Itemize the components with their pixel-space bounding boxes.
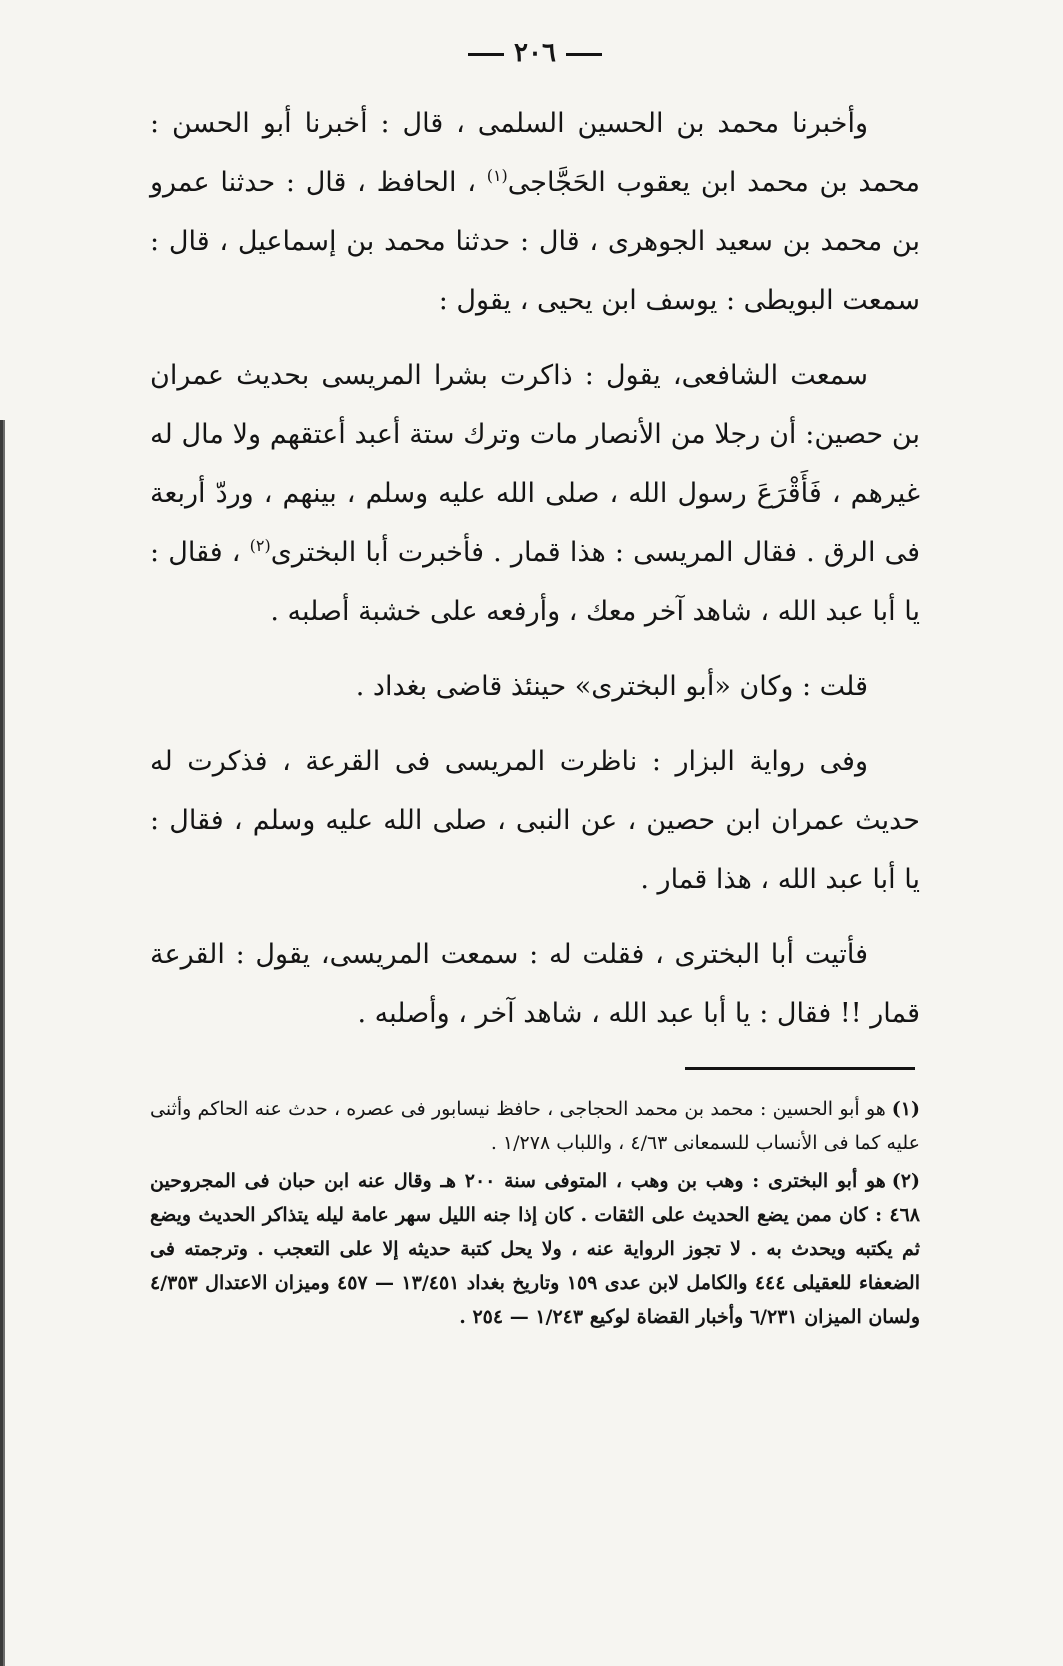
page-number (150, 38, 920, 68)
paragraph-text: سمعت الشافعى، يقول : ذاكرت بشرا المريسى بحديث عمران بن حصين: أن رجلا من الأنصار مات وترك ستة أعبد أعتقهم ولا مال له غيرهم ، فَأَقْرَعَ رسول الله ، صلى الله عليه وسلم ، بينهم ، وردّ أربعة فى الرق . فقال المريسى : هذا قمار . فأخبرت أبا البخترى (150, 360, 921, 568)
paragraph-text: ، فقال : يا أبا عبد الله ، شاهد آخر معك ، وأرفعه على خشبة أصلبه . (150, 537, 920, 627)
footnote-number: (٢) (891, 1170, 921, 1192)
footnote-ref: (٢) (249, 536, 271, 555)
footnote-number: (١) (891, 1098, 920, 1120)
footnote-separator (685, 1067, 915, 1070)
paragraph-text: فأتيت أبا البخترى ، فقلت له : سمعت المريسى، يقول : القرعة قمار !! فقال : يا أبا عبد الله ، شاهد آخر ، وأصلبه . (150, 939, 920, 1029)
footnote-1 (150, 1092, 920, 1160)
book-page (150, 38, 920, 1338)
paragraph-text: ، الحافظ ، قال : حدثنا عمرو بن محمد بن سعيد الجوهرى ، قال : حدثنا محمد بن إسماعيل ، قال : سمعت البويطى : يوسف ابن يحيى ، يقول : (150, 167, 920, 316)
paragraph-1 (150, 94, 920, 330)
footnote-text: هو أبو البخترى : وهب بن وهب ، المتوفى سنة ٢٠٠ هـ وقال عنه ابن حبان فى المجروحين ٤٦٨ : كان ممن يضع الحديث على الثقات . كان إذا جنه الليل سهر عامة ليله يتذاكر الحديث ويضع ثم يكتبه ويحدث به . لا تجوز الرواية عنه ، ولا يحل كتبة حديثه إلا على التعجب . وترجمته فى الضعفاء للعقيلى ٤٤٤ والكامل لابن عدى ١٥٩ وتاريخ بغداد ١٣/٤٥١ — ٤٥٧ وميزان الاعتدال ٤/٣٥٣ ولسان الميزان ٦/٢٣١ وأخبار القضاة لوكيع ١/٢٤٣ — ٢٥٤ . (150, 1170, 920, 1328)
paragraph-5 (150, 925, 920, 1043)
page-number-dash (468, 53, 504, 56)
footnote-ref: (١) (486, 166, 508, 185)
paragraph-text: قلت : وكان «أبو البخترى» حينئذ قاضى بغداد . (355, 671, 868, 702)
paragraph-text: وأخبرنا محمد بن الحسين السلمى ، قال : أخبرنا أبو الحسن : محمد بن محمد ابن يعقوب الحَجَّاجى (150, 108, 920, 198)
footnote-separator-wrap (150, 1067, 920, 1070)
paragraph-3 (150, 657, 920, 716)
paragraph-text: وفى رواية البزار : ناظرت المريسى فى القرعة ، فذكرت له حديث عمران ابن حصين ، عن النبى ، صلى الله عليه وسلم ، فقال : يا أبا عبد الله ، هذا قمار . (150, 746, 920, 895)
page-number-text: ٢٠٦ (514, 38, 556, 68)
scan-edge (0, 420, 12, 1666)
footnote-text: هو أبو الحسين : محمد بن محمد الحجاجى ، حافظ نيسابور فى عصره ، حدث عنه الحاكم وأثنى عليه كما فى الأنساب للسمعانى ٤/٦٣ ، واللباب ١/٢٧٨ . (150, 1098, 920, 1154)
page-number-dash (566, 53, 602, 56)
paragraph-4 (150, 732, 920, 909)
footnote-2 (150, 1164, 920, 1334)
paragraph-2 (150, 346, 920, 641)
